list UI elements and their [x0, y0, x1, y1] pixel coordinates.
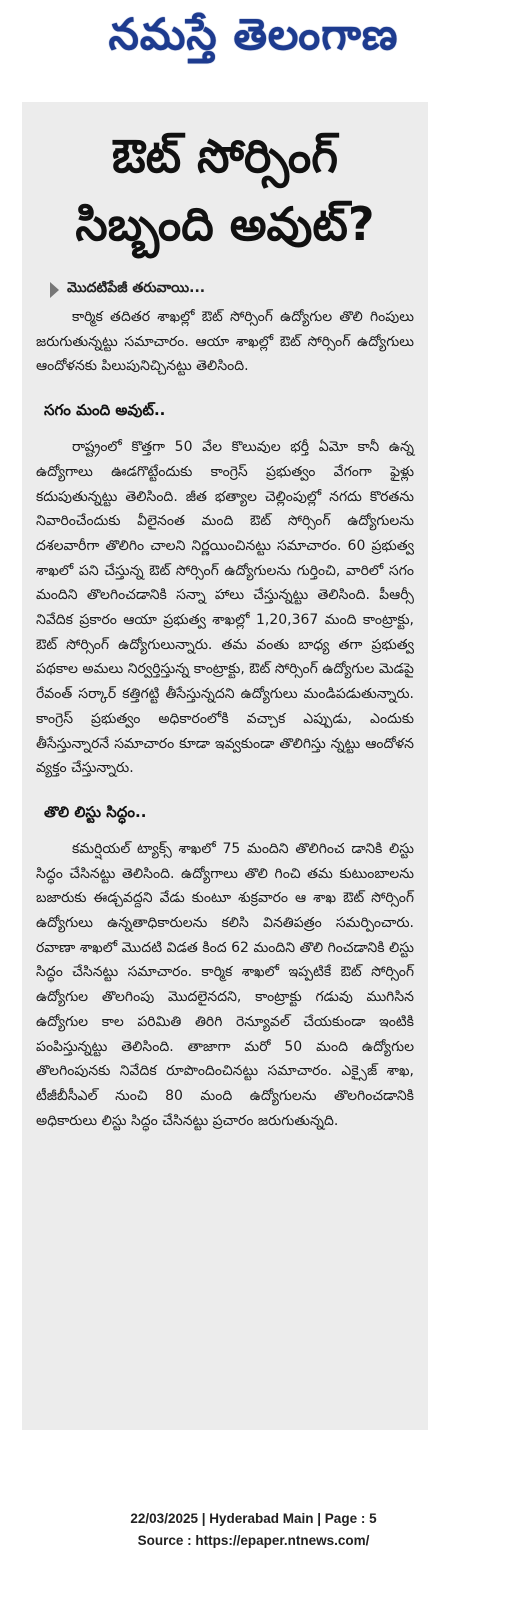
footer-dateline: 22/03/2025 | Hyderabad Main | Page : 5	[130, 1511, 377, 1526]
footer-source-link[interactable]: Source : https://epaper.ntnews.com/	[137, 1533, 370, 1548]
section-subheading: తొలి లిస్టు సిద్ధం..	[44, 802, 147, 821]
chevron-right-icon	[50, 282, 59, 298]
article-paragraph: కార్మిక తదితర శాఖల్లో ఔట్ సోర్సింగ్ ఉద్యోగుల తొలి గింపులు జరుగుతున్నట్టు సమాచారం. ఆయా శాఖల్లో ఔట్ సోర్సింగ్ ఉద్యోగులు ఆందోళనకు పిలుపునిచ్చినట్టు తెలిసింది.	[36, 309, 414, 375]
article-paragraph: రాష్ట్రంలో కొత్తగా 50 వేల కొలువుల భర్తీ ఏమో కానీ ఉన్న ఉద్యోగాలు ఊడగొట్టేందుకు కాంగ్రెస్ ప్రభుత్వం వేగంగా ఫైళ్లు కదుపుతున్నట్టు తెలిసింది. జీత భత్యాల చెల్లింపుల్లో నగదు కొరతను నివారించేందుకు వీలైనంత మంది ఔట్ సోర్సింగ్ ఉద్యోగులను దశలవారీగా తొలిగిం చాలని నిర్ణయించినట్టు సమాచారం. 60 ప్రభుత్వ శాఖలో పని చేస్తున్న ఔట్ సోర్సింగ్ ఉద్యోగులను గుర్తించి, వారిలో సగం మందిని తొలగించడానికి సన్నా హాలు చేస్తున్నట్టు తెలిసింది. పీఆర్సీ నివేదిక ప్రకారం ఆయా ప్రభుత్వ శాఖల్లో 1,20,367 మంది కాంట్రాక్టు, ఔట్ సోర్సింగ్ ఉద్యోగులున్నారు. తమ వంతు బాధ్య తగా ప్రభుత్వ పథకాల అమలు నిర్వర్తిస్తున్న కాంట్రాక్టు, ఔట్ సోర్సింగ్ ఉద్యోగుల మెడపై రేవంత్ సర్కార్ కత్తిగట్టి తీసేస్తున్నదని ఉద్యోగులు మండిపడుతున్నారు. కాంగ్రెస్ ప్రభుత్వం అధికారంలోకి వచ్చాక ఎప్పుడు, ఎందుకు తీసేస్తున్నారనే సమాచారం కూడా ఇవ్వకుండా తొలిగిస్తు న్నట్టు ఆందోళన వ్యక్తం చేస్తున్నారు.	[36, 439, 414, 777]
continued-from-label	[50, 280, 428, 299]
newspaper-logo: నమస్తే తెలంగాణ	[108, 10, 399, 60]
continued-text: మొదటిపేజీ తరువాయి...	[67, 280, 206, 296]
article-clipping	[22, 102, 428, 1430]
headline-line-2: సిబ్బంది అవుట్?	[75, 197, 375, 251]
article-paragraph: కమర్షియల్ ట్యాక్స్ శాఖలో 75 మందిని తొలిగించ డానికి లిస్టు సిద్ధం చేసినట్టు తెలిసింది. ఉద్యోగాలు తొలి గించి తమ కుటుంబాలను బజారుకు ఈడ్చవద్దని వేడు కుంటూ శుక్రవారం ఆ శాఖ ఔట్ సోర్సింగ్ ఉద్యోగులు ఉన్నతాధికారులను కలిసి వినతిపత్రం సమర్పించారు. రవాణా శాఖలో మొదటి విడత కింద 62 మందిని తొలి గించడానికి లిస్టు సిద్ధం చేసినట్టు సమాచారం. కార్మిక శాఖలో ఇప్పటికే ఔట్ సోర్సింగ్ ఉద్యోగుల తొలగింపు మొదలైనదని, కాంట్రాక్టు గడువు ముగిసిన ఉద్యోగుల కాల పరిమితి తిరిగి రెన్యూవల్ చేయకుండా ఇంటికి పంపిస్తున్నట్టు తెలిసింది. తాజాగా మరో 50 మంది ఉద్యోగుల తొలగింపునకు నివేదిక రూపొందించినట్టు సమాచారం. ఎక్సైజ్ శాఖ, టీజీబీసీఎల్ నుంచి 80 మంది ఉద్యోగులను తొలగించడానికి అధికారులు లిస్టు సిద్ధం చేసినట్టు ప్రచారం జరుగుతున్నది.	[36, 840, 414, 1129]
headline-line-1: ఔట్ సోర్సింగ్	[111, 129, 339, 183]
section-subheading: సగం మంది అవుట్..	[44, 401, 166, 420]
masthead	[0, 0, 507, 80]
page-footer	[0, 1508, 507, 1552]
article-headline	[32, 122, 418, 258]
